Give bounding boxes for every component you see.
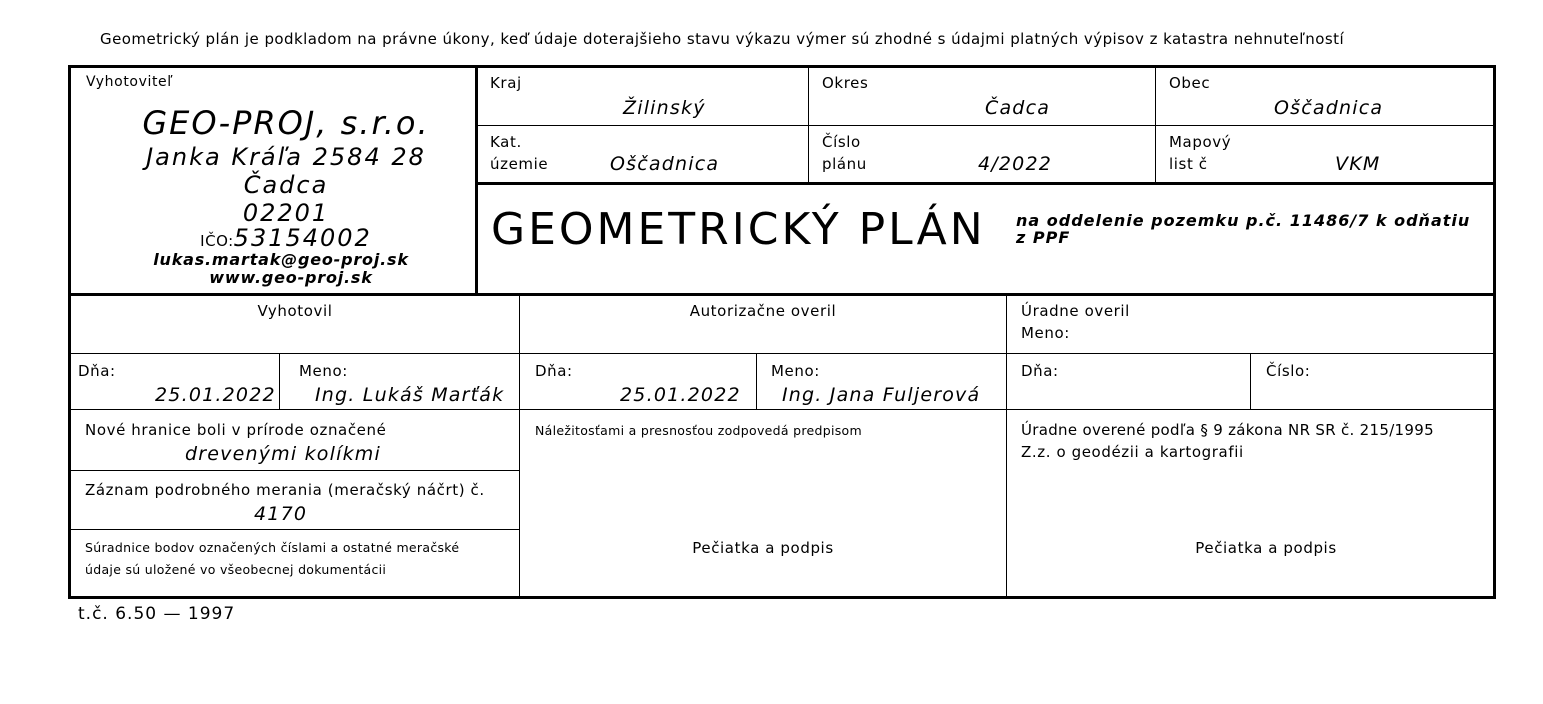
title-sub-line-2: z PPF xyxy=(1016,228,1071,247)
obec-label: Obec xyxy=(1169,74,1211,92)
kat-uzemie-label-2: územie xyxy=(490,155,549,173)
obec-value: Oščadnica xyxy=(1274,97,1384,119)
mapovy-list-value: VKM xyxy=(1335,153,1381,175)
okres-value: Čadca xyxy=(985,97,1051,119)
title-sub-line-1: na oddelenie pozemku p.č. 11486/7 k odňatiu xyxy=(1016,211,1471,230)
uradne-header: Úradne overil xyxy=(1021,302,1130,320)
kraj-label: Kraj xyxy=(490,74,522,92)
autorizacne-meno-value: Ing. Jana Fuljerová xyxy=(782,384,981,406)
company-zip: 02201 xyxy=(242,199,330,227)
vyhotovil-dna-label: Dňa: xyxy=(78,362,116,380)
cislo-planu-label-2: plánu xyxy=(822,155,867,173)
uradne-dna-label: Dňa: xyxy=(1021,362,1059,380)
cislo-planu-value: 4/2022 xyxy=(978,153,1053,175)
vyhotovitel-label: Vyhotoviteľ xyxy=(86,74,174,90)
vyhotovil-dna-value: 25.01.2022 xyxy=(155,384,276,406)
hranice-label: Nové hranice boli v prírode označené xyxy=(85,421,387,439)
company-city: Čadca xyxy=(243,171,329,199)
vyhotovil-header: Vyhotovil xyxy=(257,302,333,320)
company-street: Janka Kráľa 2584 28 xyxy=(146,143,426,171)
okres-label: Okres xyxy=(822,74,869,92)
company-email: lukas.martak@geo-proj.sk xyxy=(153,250,409,269)
uradne-meno-label: Meno: xyxy=(1021,324,1070,342)
uradne-overene-line-1: Úradne overené podľa § 9 zákona NR SR č. 215/1995 xyxy=(1021,421,1434,439)
zaznam-value: 4170 xyxy=(254,503,308,525)
uradne-overene-line-2: Z.z. o geodézii a kartografii xyxy=(1021,443,1244,461)
kat-uzemie-value: Oščadnica xyxy=(610,153,720,175)
ico-label: IČO: xyxy=(200,232,234,250)
mapovy-list-label-2: list č xyxy=(1169,155,1208,173)
autorizacne-dna-value: 25.01.2022 xyxy=(620,384,741,406)
vyhotovil-meno-value: Ing. Lukáš Marťák xyxy=(315,384,505,406)
zaznam-label: Záznam podrobného merania (meračský náčrt) č. xyxy=(85,481,485,499)
suradnice-line-1: Súradnice bodov označených číslami a ostatné meračské xyxy=(85,540,460,555)
stamp-signature-autorizacne: Pečiatka a podpis xyxy=(692,539,834,557)
autorizacne-dna-label: Dňa: xyxy=(535,362,573,380)
kraj-value: Žilinský xyxy=(623,97,706,119)
hranice-value: drevenými kolíkmi xyxy=(185,443,381,465)
kat-uzemie-label-1: Kat. xyxy=(490,133,522,151)
cislo-planu-label-1: Číslo xyxy=(822,133,861,151)
company-web: www.geo-proj.sk xyxy=(209,268,373,287)
autorizacne-meno-label: Meno: xyxy=(771,362,820,380)
suradnice-line-2: údaje sú uložené vo všeobecnej dokumentácii xyxy=(85,562,387,577)
stamp-signature-uradne: Pečiatka a podpis xyxy=(1195,539,1337,557)
vyhotovil-meno-label: Meno: xyxy=(299,362,348,380)
ico-value: 53154002 xyxy=(233,224,372,252)
page-title: GEOMETRICKÝ PLÁN xyxy=(491,204,986,255)
company-ico xyxy=(71,224,501,252)
header-note: Geometrický plán je podkladom na právne úkony, keď údaje doterajšieho stavu výkazu výmer sú zhodné s údajmi platných výpisov z katastra nehnuteľností xyxy=(100,30,1345,48)
nalezitostami-text: Náležitosťami a presnosťou zodpovedá predpisom xyxy=(535,423,862,438)
mapovy-list-label-1: Mapový xyxy=(1169,133,1232,151)
uradne-cislo-label: Číslo: xyxy=(1266,362,1311,380)
autorizacne-header: Autorizačne overil xyxy=(689,302,837,320)
footer-code: t.č. 6.50 — 1997 xyxy=(78,604,236,624)
company-name: GEO-PROJ, s.r.o. xyxy=(142,104,430,142)
